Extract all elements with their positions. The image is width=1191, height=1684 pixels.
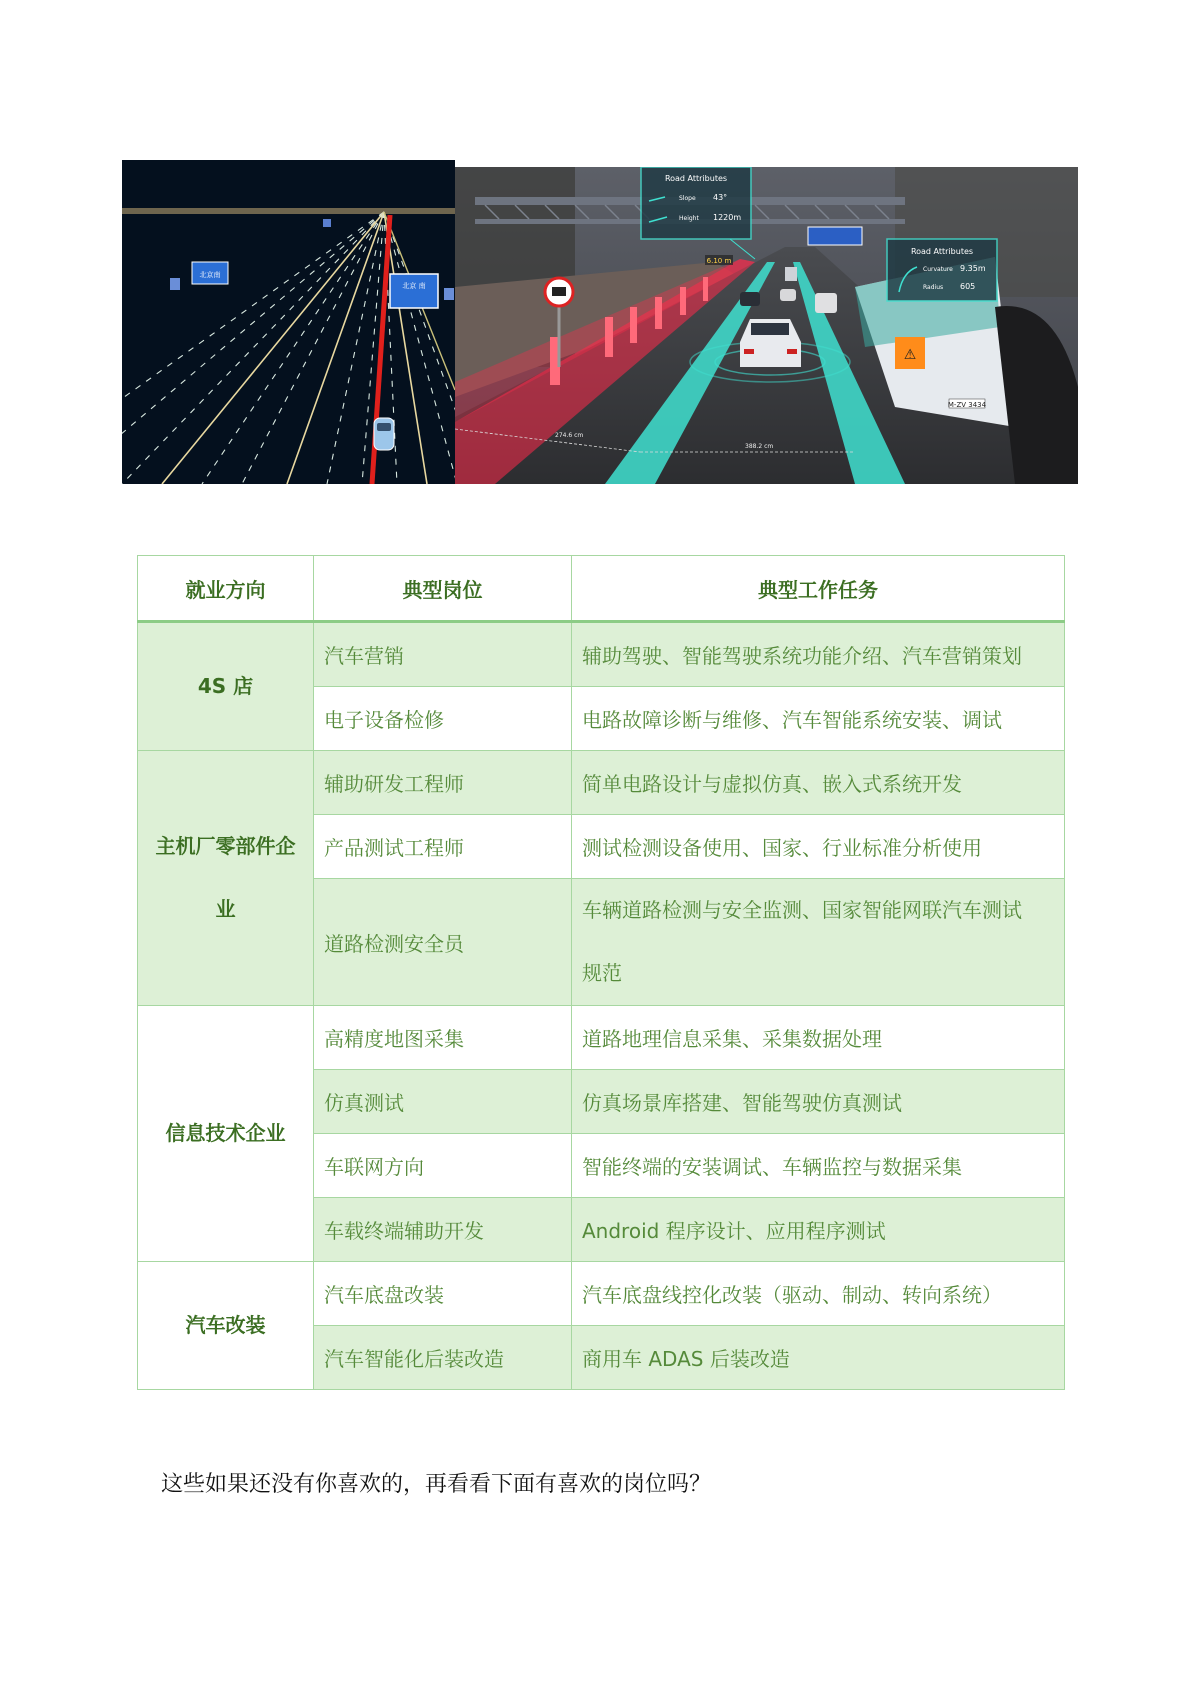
task-cell: 道路地理信息采集、采集数据处理: [572, 1006, 1065, 1070]
header-direction: 就业方向: [138, 556, 314, 622]
task-cell: Android 程序设计、应用程序测试: [572, 1198, 1065, 1262]
svg-text:Radius: Radius: [923, 284, 944, 291]
svg-text:605: 605: [960, 282, 976, 291]
road-attributes-panel-right: [887, 239, 997, 301]
task-line: 车辆道路检测与安全监测、国家智能网联汽车测试: [582, 898, 1022, 922]
svg-text:6.10 m: 6.10 m: [706, 257, 732, 265]
position-cell: 汽车底盘改装: [314, 1262, 572, 1326]
footer-paragraph: 这些如果还没有你喜欢的，再看看下面有喜欢的岗位吗？: [161, 1472, 712, 1497]
position-cell: 高精度地图采集: [314, 1006, 572, 1070]
task-cell: 简单电路设计与虚拟仿真、嵌入式系统开发: [572, 751, 1065, 815]
position-cell: 辅助研发工程师: [314, 751, 572, 815]
position-cell: 仿真测试: [314, 1070, 572, 1134]
task-cell: 商用车 ADAS 后装改造: [572, 1326, 1065, 1390]
header-task: 典型工作任务: [572, 556, 1065, 622]
svg-text:274.6 cm: 274.6 cm: [555, 432, 584, 439]
svg-text:⚠: ⚠: [903, 347, 917, 363]
table-header-row: [138, 556, 1065, 622]
task-cell: 电路故障诊断与维修、汽车智能系统安装、调试: [572, 687, 1065, 751]
svg-text:1220m: 1220m: [713, 213, 742, 222]
svg-text:Height: Height: [679, 215, 699, 222]
category-line: 业: [215, 897, 236, 921]
category-cell: [138, 751, 314, 1006]
task-cell: 汽车底盘线控化改装（驱动、制动、转向系统）: [572, 1262, 1065, 1326]
hd-map-lidar-image: [122, 160, 455, 484]
adas-road-scene-image: [455, 167, 1078, 484]
svg-text:Road Attributes: Road Attributes: [910, 247, 974, 256]
svg-text:388.2 cm: 388.2 cm: [745, 443, 774, 450]
svg-text:北京南: 北京南: [199, 271, 221, 279]
task-line: 规范: [582, 961, 622, 985]
svg-text:9.35m: 9.35m: [960, 264, 986, 273]
career-table: [137, 555, 1065, 1390]
svg-text:Slope: Slope: [679, 195, 696, 202]
category-line: 主机厂零部件企: [155, 834, 296, 858]
ego-car: [740, 319, 801, 367]
table-row: [138, 622, 1065, 687]
svg-text:43°: 43°: [713, 193, 728, 202]
position-cell: 道路检测安全员: [314, 879, 572, 1006]
position-cell: 车载终端辅助开发: [314, 1198, 572, 1262]
category-cell: 汽车改装: [138, 1262, 314, 1390]
task-cell: [572, 879, 1065, 1006]
position-cell: 汽车智能化后装改造: [314, 1326, 572, 1390]
table-row: [138, 1006, 1065, 1070]
position-cell: 电子设备检修: [314, 687, 572, 751]
table-row: [138, 751, 1065, 815]
svg-text:Curvature: Curvature: [923, 266, 953, 273]
svg-text:Road Attributes: Road Attributes: [664, 174, 728, 183]
position-cell: 车联网方向: [314, 1134, 572, 1198]
position-cell: 汽车营销: [314, 622, 572, 687]
task-cell: 测试检测设备使用、国家、行业标准分析使用: [572, 815, 1065, 879]
position-cell: 产品测试工程师: [314, 815, 572, 879]
task-cell: 仿真场景库搭建、智能驾驶仿真测试: [572, 1070, 1065, 1134]
svg-text:北京 南: 北京 南: [402, 282, 426, 290]
table-row: [138, 1262, 1065, 1326]
header-position: 典型岗位: [314, 556, 572, 622]
category-cell: 信息技术企业: [138, 1006, 314, 1262]
task-cell: 辅助驾驶、智能驾驶系统功能介绍、汽车营销策划: [572, 622, 1065, 687]
category-cell: 4S 店: [138, 622, 314, 751]
task-cell: 智能终端的安装调试、车辆监控与数据采集: [572, 1134, 1065, 1198]
svg-text:M-ZV 3434: M-ZV 3434: [947, 401, 987, 409]
ego-vehicle-icon: [374, 418, 394, 450]
